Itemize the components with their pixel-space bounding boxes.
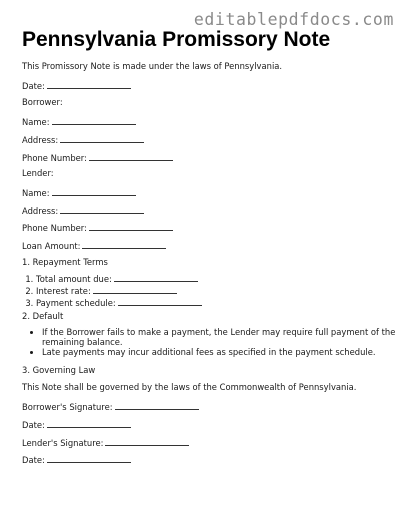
lender-phone-label: Phone Number: bbox=[22, 223, 87, 233]
lender-name-field[interactable] bbox=[22, 186, 136, 199]
borrower-signature-label: Borrower's Signature: bbox=[22, 402, 113, 412]
intro-text: This Promissory Note is made under the laws of Pennsylvania. bbox=[22, 61, 283, 71]
borrower-date-blank[interactable] bbox=[47, 418, 131, 428]
borrower-name-label: Name: bbox=[22, 117, 50, 127]
lender-phone-field[interactable] bbox=[22, 221, 173, 234]
loan-amount-blank[interactable] bbox=[82, 239, 166, 249]
interest-rate-blank[interactable] bbox=[93, 284, 177, 294]
default-list bbox=[22, 327, 408, 357]
borrower-address-label: Address: bbox=[22, 135, 59, 145]
list-item[interactable]: 3. Payment schedule: bbox=[36, 296, 396, 308]
date-field[interactable] bbox=[22, 79, 131, 92]
document bbox=[22, 27, 396, 465]
total-due-blank[interactable] bbox=[114, 272, 198, 282]
lender-address-blank[interactable] bbox=[60, 204, 144, 214]
lender-date-field[interactable] bbox=[22, 453, 131, 466]
borrower-phone-label: Phone Number: bbox=[22, 153, 87, 163]
lender-signature-blank[interactable] bbox=[105, 436, 189, 446]
borrower-signature-field[interactable] bbox=[22, 400, 199, 413]
list-item[interactable]: 1. Total amount due: bbox=[36, 272, 396, 284]
borrower-heading: Borrower: bbox=[22, 97, 63, 107]
lender-address-field[interactable] bbox=[22, 204, 144, 217]
page-title: Pennsylvania Promissory Note bbox=[22, 28, 331, 51]
date-blank[interactable] bbox=[47, 79, 131, 89]
lender-date-blank[interactable] bbox=[47, 453, 131, 463]
lender-name-blank[interactable] bbox=[52, 186, 136, 196]
default-heading: 2. Default bbox=[22, 311, 64, 321]
borrower-signature-blank[interactable] bbox=[115, 400, 199, 410]
lender-signature-label: Lender's Signature: bbox=[22, 438, 104, 448]
borrower-name-field[interactable] bbox=[22, 115, 136, 128]
borrower-date-label: Date: bbox=[22, 420, 45, 430]
lender-signature-field[interactable] bbox=[22, 436, 189, 449]
borrower-name-blank[interactable] bbox=[52, 115, 136, 125]
governing-text: This Note shall be governed by the laws of the Commonwealth of Pennsylvania. bbox=[22, 382, 357, 392]
lender-date-label: Date: bbox=[22, 455, 45, 465]
list-item: • Late payments may incur additional fees as specified in the payment schedule. bbox=[42, 347, 408, 357]
repayment-heading: 1. Repayment Terms bbox=[22, 257, 108, 267]
date-label: Date: bbox=[22, 81, 45, 91]
borrower-phone-field[interactable] bbox=[22, 151, 173, 164]
list-item[interactable]: 2. Interest rate: bbox=[36, 284, 396, 296]
lender-address-label: Address: bbox=[22, 206, 59, 216]
borrower-phone-blank[interactable] bbox=[89, 151, 173, 161]
governing-heading: 3. Governing Law bbox=[22, 365, 96, 375]
borrower-address-field[interactable] bbox=[22, 133, 144, 146]
lender-heading: Lender: bbox=[22, 168, 54, 178]
borrower-address-blank[interactable] bbox=[60, 133, 144, 143]
repayment-list bbox=[22, 272, 396, 308]
lender-name-label: Name: bbox=[22, 188, 50, 198]
list-item: • If the Borrower fails to make a payment, the Lender may require full payment of the remaining balance. bbox=[42, 327, 408, 347]
loan-amount-label: Loan Amount: bbox=[22, 241, 81, 251]
borrower-date-field[interactable] bbox=[22, 418, 131, 431]
loan-amount-field[interactable] bbox=[22, 239, 166, 252]
watermark: editablepdfdocs.com bbox=[193, 10, 394, 29]
lender-phone-blank[interactable] bbox=[89, 221, 173, 231]
payment-schedule-blank[interactable] bbox=[118, 296, 202, 306]
